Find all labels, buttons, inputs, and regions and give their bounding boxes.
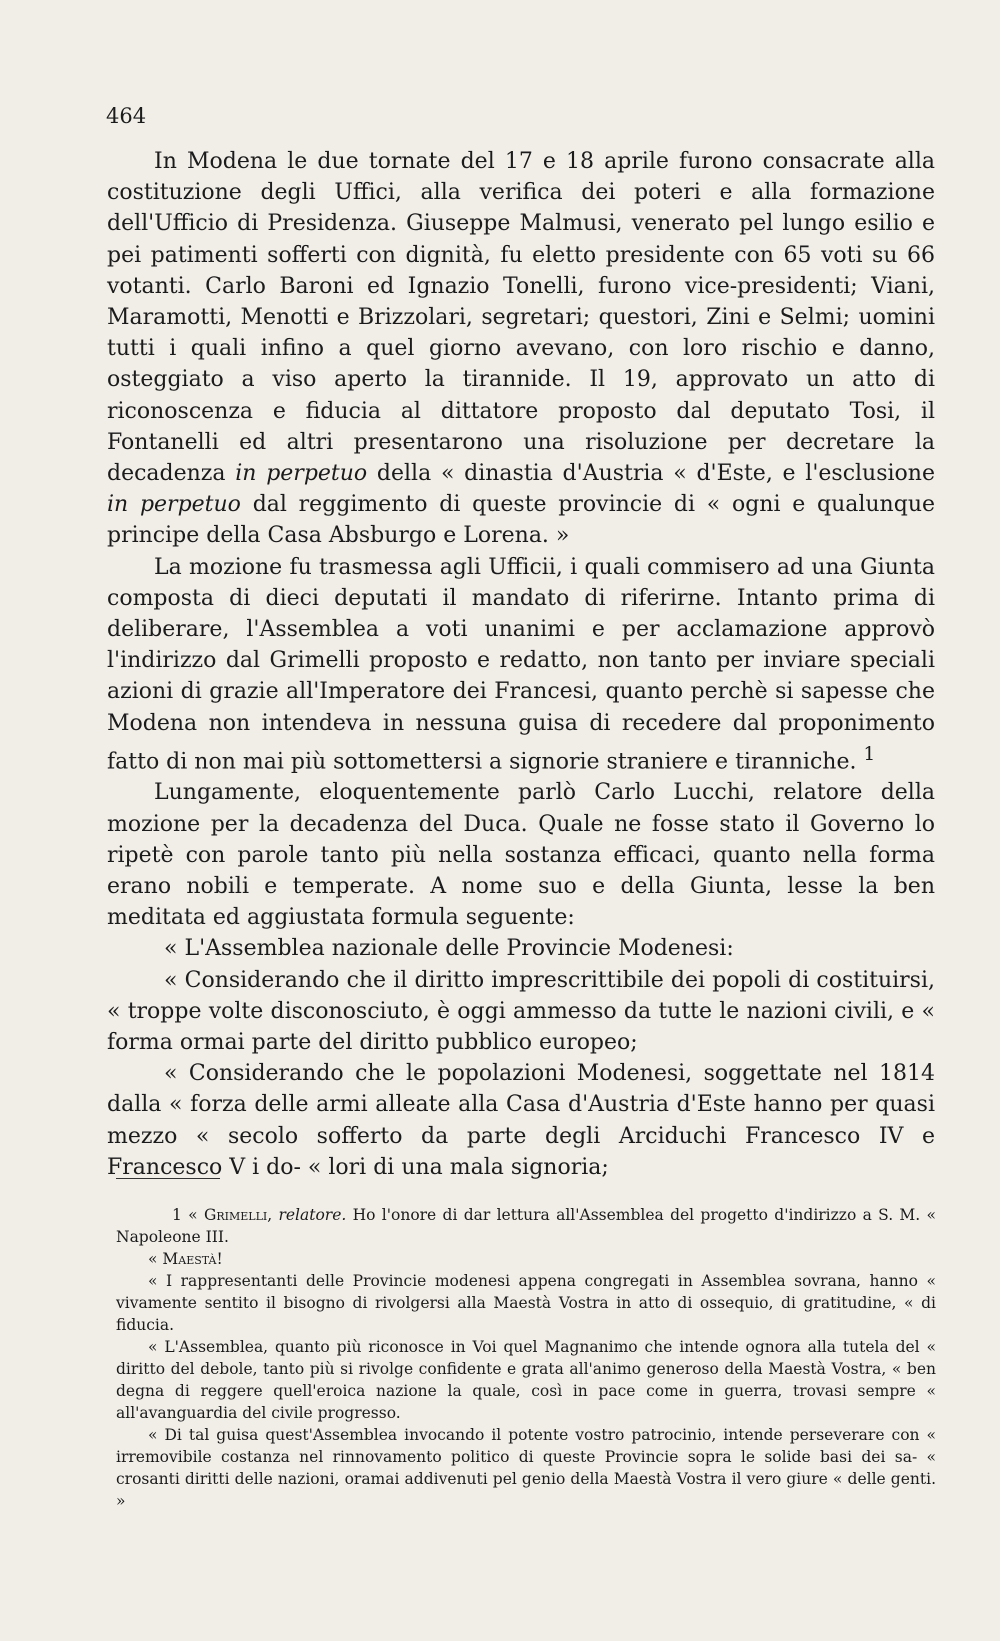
resolution-clause-2 [107, 1058, 935, 1183]
footnote-author: Grimelli, [203, 1206, 273, 1224]
paragraph-3 [107, 777, 935, 933]
footnote-paragraph-1-text: « I rappresentanti delle Provincie modenesi appena congregati in Assemblea sovrana, hanno « vivamente sentito il bisogno di rivolgersi alla Maestà Vostra in atto di ossequio, di gratitudine, « di fiducia. [116, 1272, 936, 1334]
resolution-heading [107, 933, 935, 964]
footnote-1-marker: 1 « [172, 1206, 198, 1224]
footnote-paragraph-2 [116, 1336, 936, 1424]
paragraph-1-continuation: della « dinastia d'Austria « d'Este, e l'esclusione [376, 461, 935, 487]
footnote-salutation-text: Maestà! [162, 1250, 223, 1268]
resolution-clause-2-text: « Considerando che le popolazioni Modenesi, soggettate nel 1814 dalla « forza delle armi alleate alla Casa d'Austria d'Este hanno per quasi mezzo « secolo sofferto da parte degli Arciduchi Francesco IV e Francesco V i do- « lori di una mala signoria; [107, 1061, 935, 1180]
paragraph-1 [107, 146, 935, 552]
footnote-salutation [116, 1248, 936, 1270]
latin-phrase-2: in perpetuo [107, 492, 241, 518]
footnote-paragraph-1 [116, 1270, 936, 1336]
paragraph-2-text: La mozione fu trasmessa agli Ufficii, i quali commisero ad una Giunta composta di dieci deputati il mandato di riferirne. Intanto prima di deliberare, l'Assemblea a voti unanimi e per acclamazione approvò l'indirizzo dal Grimelli proposto e redatto, non tanto per inviare speciali azioni di grazie all'Imperatore dei Francesi, quanto perchè si sapesse che Modena non intendeva in nessuna guisa di recedere dal proponimento fatto di non mai più sottomettersi a signorie straniere e tiranniche. [107, 554, 935, 775]
resolution-heading-text: « L'Assemblea nazionale delle Provincie Modenesi: [164, 936, 734, 962]
paragraph-1-end: dal reggimento di queste provincie di « ogni e qualunque principe della Casa Absburgo e Lorena. » [107, 492, 936, 549]
footnote-1-text: Ho l'onore di dar lettura all'Assemblea del progetto d'indirizzo a S. M. « Napoleone III. [116, 1206, 937, 1246]
footnotes [116, 1204, 936, 1512]
footnote-salutation-quote: « [148, 1250, 158, 1268]
footnote-1 [116, 1204, 936, 1248]
footnote-role: relatore. [278, 1206, 347, 1224]
paragraph-1-text: In Modena le due tornate del 17 e 18 aprile furono consacrate alla costituzione degli Uffici, alla verifica dei poteri e alla formazione dell'Ufficio di Presidenza. Giuseppe Malmusi, venerato pel lungo esilio e pei patimenti sofferti con dignità, fu eletto presidente con 65 voti su 66 votanti. Carlo Baroni ed Ignazio Tonelli, furono vice-presidenti; Viani, Maramotti, Menotti e Brizzolari, segretari; questori, Zini e Selmi; uomini tutti i quali infino a quel giorno avevano, con loro rischio e danno, osteggiato a viso aperto la tirannide. Il 19, approvato un atto di riconoscenza e fiducia al dittatore proposto dal deputato Tosi, il Fontanelli ed altri presentarono una risoluzione per decretare la decadenza [107, 149, 935, 487]
page-number: 464 [106, 104, 147, 128]
footnote-marker: 1 [863, 743, 876, 765]
footnote-paragraph-2-text: « L'Assemblea, quanto più riconosce in Voi quel Magnanimo che intende ognora alla tutela del « diritto del debole, tanto più si rivolge confidente e grata all'animo generoso della Maestà Vostra, « ben degna di reggere quell'eroica nazione la quale, così in pace come in guerra, trovasi sempre « all'avanguardia del civile progresso. [116, 1338, 936, 1422]
resolution-clause-1 [107, 965, 935, 1059]
main-text [107, 146, 935, 1183]
paragraph-3-text: Lungamente, eloquentemente parlò Carlo Lucchi, relatore della mozione per la decadenza del Duca. Quale ne fosse stato il Governo lo ripetè con parole tanto più nella sostanza efficaci, quanto nella forma erano nobili e temperate. A nome suo e della Giunta, lesse la ben meditata ed aggiustata formula seguente: [107, 780, 935, 931]
footnote-paragraph-3-text: « Di tal guisa quest'Assemblea invocando il potente vostro patrocinio, intende perseverare con « irremovibile costanza nel rinnovamento politico di queste Provincie sopra le solide basi dei sa- « crosanti diritti delle nazioni, oramai addivenuti pel genio della Maestà Vostra il vero giure « delle genti. » [116, 1426, 936, 1510]
paragraph-2 [107, 552, 935, 778]
resolution-clause-1-text: « Considerando che il diritto imprescrittibile dei popoli di costituirsi, « troppe volte disconosciuto, è oggi ammesso da tutte le nazioni civili, e « forma ormai parte del diritto pubblico europeo; [107, 967, 935, 1056]
footnote-paragraph-3 [116, 1424, 936, 1512]
footnote-divider [116, 1178, 220, 1179]
latin-phrase-1: in perpetuo [235, 461, 368, 487]
